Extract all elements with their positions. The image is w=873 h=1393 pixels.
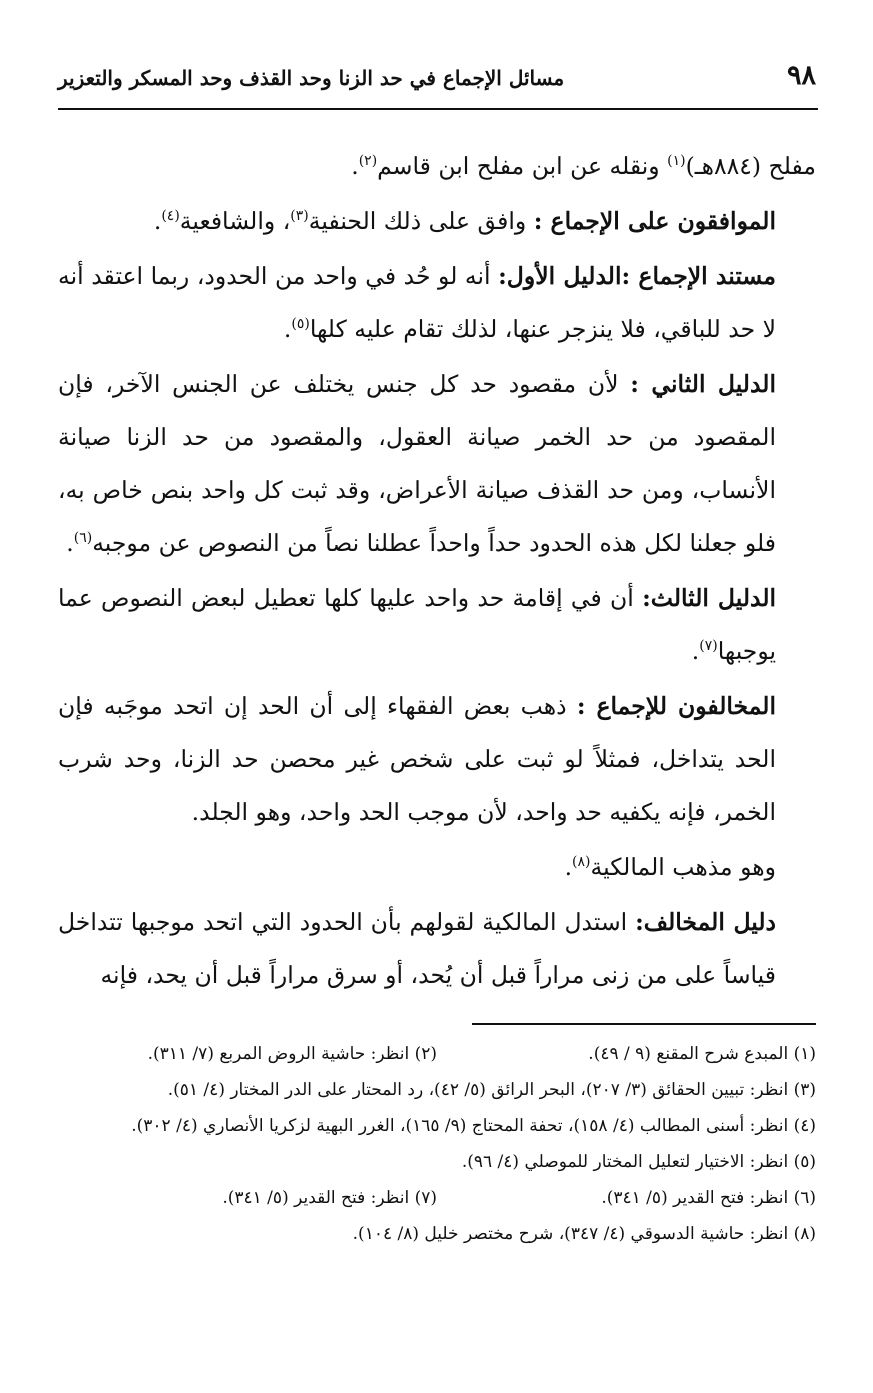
footnote-5: (٥) انظر: الاختيار لتعليل المختار للموصلي (٤/ ٩٦). [461, 1152, 816, 1172]
paragraph-text: ذهب بعض الفقهاء إلى أن الحد إن اتحد موجَبه فإن الحد يتداخل، فمثلاً لو ثبت على شخص غير محصن حد الزنا، وحد شرب الخمر، فإنه يكفيه حد واحد، لأن موجب الحد واحد، وهو الجلد. [58, 692, 776, 826]
paragraph-heading: المخالفون للإجماع : [576, 692, 776, 720]
page-header [58, 60, 818, 110]
paragraph-maliki [58, 841, 816, 894]
paragraph-1 [58, 140, 816, 193]
paragraph-text: استدل المالكية لقولهم بأن الحدود التي اتحد موجبها تتداخل قياساً على من زنى مراراً قبل أن يُحد، أو سرق مراراً قبل أن يحد، فإنه [58, 908, 776, 989]
footnote-ref: (٥) [291, 316, 310, 333]
paragraph-heading: الموافقون على الإجماع : [533, 207, 776, 235]
paragraph-opponent-evidence [58, 896, 816, 1002]
footnote-1: (١) المبدع شرح المقنع (٩ / ٤٩). [588, 1044, 816, 1064]
paragraph-text: لأن مقصود حد كل جنس يختلف عن الجنس الآخر، فإن المقصود من حد الخمر صيانة العقول، والمقصود من حد الزنا صيانة الأنساب، ومن حد القذف صيانة الأعراض، وقد ثبت كل واحد بنص خاص به، فلو جعلنا لكل هذه الحدود حداً واحداً عطلنا نصاً من النصوص عن موجبه [58, 370, 776, 557]
footnote-ref: (١) [667, 153, 686, 170]
paragraph-heading: دليل المخالف: [635, 908, 776, 936]
paragraph-end: . [66, 529, 74, 557]
paragraph-text: وافق على ذلك الحنفية [308, 207, 534, 235]
footnote-7: (٧) انظر: فتح القدير (٥/ ٣٤١). [222, 1188, 437, 1208]
running-title: مسائل الإجماع في حد الزنا وحد القذف وحد المسكر والتعزير [58, 66, 565, 90]
main-text [58, 140, 816, 1004]
paragraph-text: مفلح (٨٨٤هـ) [685, 152, 816, 180]
paragraph-end: . [691, 637, 700, 665]
paragraph-evidence-2 [58, 358, 816, 570]
paragraph-heading: الدليل الثاني : [630, 370, 776, 398]
paragraph-end: . [283, 315, 292, 343]
footnote-6: (٦) انظر: فتح القدير (٥/ ٣٤١). [601, 1188, 816, 1208]
paragraph-end: . [564, 853, 573, 881]
footnote-ref: (٣) [290, 208, 309, 225]
paragraph-end: . [153, 207, 162, 235]
footnote-3: (٣) انظر: تبيين الحقائق (٣/ ٢٠٧)، البحر الرائق (٥/ ٤٢)، رد المحتار على الدر المختار (٤/ ٥١). [167, 1080, 816, 1100]
footnote-4: (٤) انظر: أسنى المطالب (٤/ ١٥٨)، تحفة المحتاج (٩/ ١٦٥)، الغرر البهية لزكريا الأنصاري (٤/ ٣٠٢). [131, 1116, 816, 1136]
footnotes [58, 1036, 816, 1252]
footnote-ref: (٦) [73, 530, 93, 547]
paragraph-opponents [58, 680, 816, 839]
footnote-separator [472, 1023, 816, 1025]
paragraph-text: أنه لو حُد في واحد من الحدود، ربما اعتقد أنه لا حد للباقي، فلا ينزجر عنها، لذلك تقام عليه كلها [58, 262, 776, 343]
footnote-row [58, 1036, 816, 1072]
footnote-ref: (٨) [572, 854, 591, 871]
paragraph-heading: مستند الإجماع :الدليل الأول: [498, 262, 776, 290]
paragraph-evidence-1 [58, 250, 816, 356]
paragraph-end: . [351, 152, 359, 180]
footnote-ref: (٢) [358, 153, 378, 170]
paragraph-agreeing [58, 195, 816, 248]
footnote-row [58, 1180, 816, 1216]
paragraph-evidence-3 [58, 572, 816, 678]
paragraph-text: ، والشافعية [179, 207, 291, 235]
footnote-8: (٨) انظر: حاشية الدسوقي (٤/ ٣٤٧)، شرح مختصر خليل (٨/ ١٠٤). [352, 1224, 816, 1244]
paragraph-text: ونقله عن ابن مفلح ابن قاسم [377, 152, 668, 180]
footnote-ref: (٧) [699, 638, 718, 655]
page-number: ٩٨ [786, 60, 816, 91]
paragraph-heading: الدليل الثالث: [642, 584, 777, 612]
footnote-2: (٢) انظر: حاشية الروض المربع (٧/ ٣١١). [147, 1044, 437, 1064]
paragraph-text: وهو مذهب المالكية [590, 853, 776, 881]
paragraph-text: أن في إقامة حد واحد عليها كلها تعطيل لبعض النصوص عما يوجبها [58, 584, 776, 665]
footnote-ref: (٤) [161, 208, 180, 225]
